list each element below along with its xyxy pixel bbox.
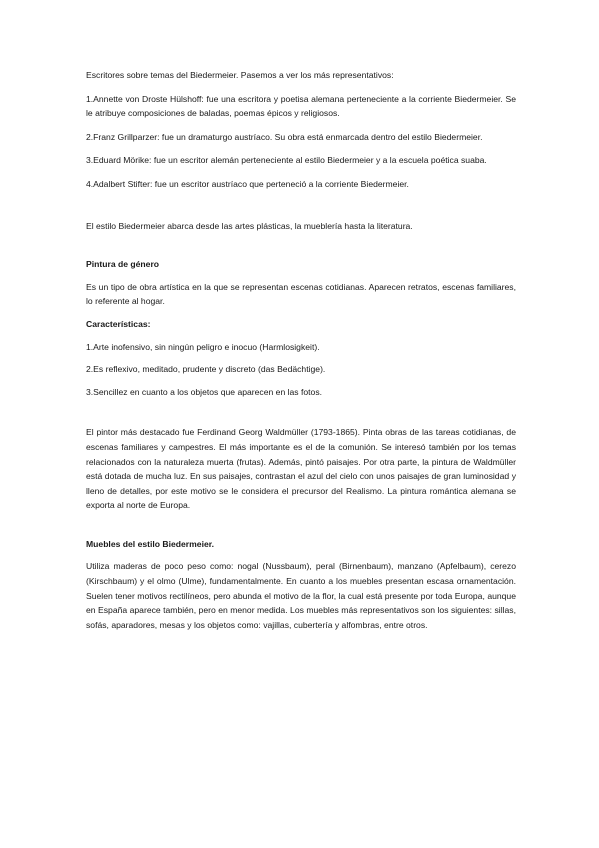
furniture-paragraph: Utiliza maderas de poco peso como: nogal (Nussbaum), peral (Birnenbaum), manzano (Apfelbaum), cerezo (Kirschbaum) y el olmo (Ulme), fundamentalmente. En cuanto a los muebles presentan escasa ornamentación. Suelen tener motivos rectilíneos, pero abunda el motivo de la flor, la cual está presente por toda Europa, aunque en España aparece también, pero en menor medida. Los muebles más representativos son los siguientes: sillas, sofás, aparadores, mesas y los objetos como: vajillas, cubertería y alfombras, entre otros. [86, 561, 516, 630]
writer-item: 3.Eduard Mörike: fue un escritor alemán perteneciente al estilo Biedermeier y a la escuela poética suaba. [86, 155, 487, 166]
features-heading: Características: [86, 318, 151, 329]
genre-heading: Pintura de género [86, 259, 160, 270]
feature-item: 3.Sencillez en cuanto a los objetos que aparecen en las fotos. [86, 386, 323, 397]
writer-item: 1.Annette von Droste Hülshoff: fue una escritora y poetisa alemana perteneciente a la corriente Biedermeier. Se le atribuye composiciones de baladas, poemas épicos y religiosos. [86, 93, 516, 119]
painter-paragraph: El pintor más destacado fue Ferdinand Georg Waldmüller (1793-1865). Pinta obras de las tareas cotidianas, de escenas familiares y campestres. El más importante es el de la comunión. Se interesó también por los temas relacionados con la naturaleza muerta (frutas). Además, pintó paisajes. Por otra parte, la pintura de Waldmüller está dotada de mucha luz. En sus paisajes, contrastan el azul del cielo con unos paisajes de gran luminosidad y lleno de detalles, por este motivo se le considera el precursor del Realismo. La pintura romántica alemana se exporta al norte de Europa. [86, 427, 516, 511]
feature-item: 1.Arte inofensivo, sin ningún peligro e inocuo (Harmlosigkeit). [86, 341, 320, 352]
document-body [86, 68, 516, 632]
intro-paragraph: Escritores sobre temas del Biedermeier. Pasemos a ver los más representativos: [86, 70, 394, 80]
scope-paragraph: El estilo Biedermeier abarca desde las artes plásticas, la mueblería hasta la literatura. [86, 220, 413, 231]
writer-item: 4.Adalbert Stifter: fue un escritor austríaco que perteneció a la corriente Biedermeier. [86, 178, 409, 189]
feature-item: 2.Es reflexivo, meditado, prudente y discreto (das Bedächtige). [86, 364, 326, 375]
writer-item: 2.Franz Grillparzer: fue un dramaturgo austríaco. Su obra está enmarcada dentro del estilo Biedermeier. [86, 131, 483, 142]
furniture-heading: Muebles del estilo Biedermeier. [86, 538, 214, 549]
genre-description: Es un tipo de obra artística en la que se representan escenas cotidianas. Aparecen retratos, escenas familiares, lo referente al hogar. [86, 281, 516, 307]
